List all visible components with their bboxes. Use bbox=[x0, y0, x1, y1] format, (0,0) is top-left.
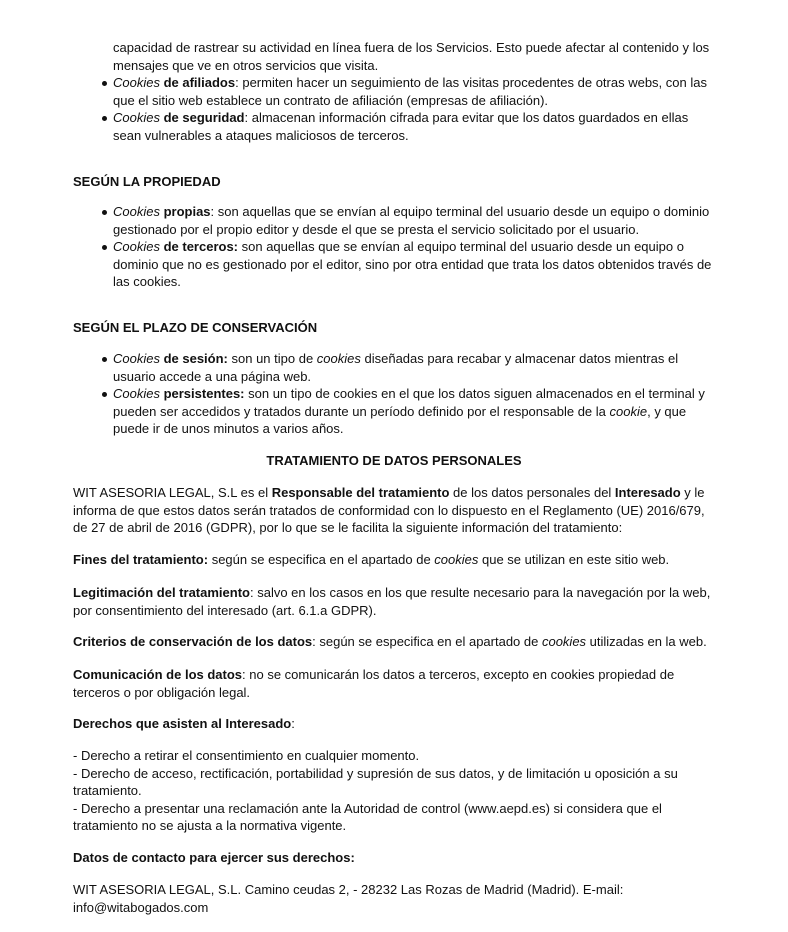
list-item bbox=[73, 350, 715, 385]
term-italic: Cookies bbox=[113, 386, 160, 402]
heading-propiedad: SEGÚN LA PROPIEDAD bbox=[73, 174, 221, 189]
term-italic: Cookies bbox=[113, 351, 160, 366]
text-bold: Responsable del tratamiento bbox=[271, 485, 450, 500]
list-item: - Derecho a retirar el consentimiento en cualquier momento. bbox=[73, 748, 420, 763]
text-bold: Interesado bbox=[614, 485, 681, 500]
text: utilizadas en la web. bbox=[586, 634, 707, 649]
text-italic: cookies bbox=[434, 552, 479, 567]
term-italic: Cookies bbox=[113, 239, 160, 255]
text: de los datos personales del bbox=[449, 485, 615, 500]
contacto-text: WIT ASESORIA LEGAL, S.L. Camino ceudas 2, - 28232 Las Rozas de Madrid (Madrid). E-mail: info@witabogados.com bbox=[73, 882, 624, 915]
text: : salvo en los casos en los que resulte necesario para la navegación por la web, por consentimiento del interesado (art. 6.1.a GDPR). bbox=[73, 585, 711, 618]
text: : no se comunicarán los datos a terceros, excepto en cookies propiedad de terceros o por obligación legal. bbox=[73, 667, 675, 700]
item-text: son un tipo de cookies en el que los datos siguen almacenados en el terminal y pueden ser accedidos y tratados durante un período definido por el responsable de la bbox=[113, 386, 705, 419]
term-bold: de sesión: bbox=[159, 351, 228, 366]
term-italic: Cookies bbox=[113, 204, 160, 219]
term-bold: de seguridad bbox=[159, 110, 245, 126]
paragraph-comunicacion bbox=[73, 666, 715, 701]
heading-tratamiento: TRATAMIENTO DE DATOS PERSONALES bbox=[266, 453, 522, 468]
label: Legitimación del tratamiento bbox=[73, 585, 250, 600]
label: Comunicación de los datos bbox=[73, 667, 243, 682]
text: WIT ASESORIA LEGAL, S.L es el bbox=[73, 485, 272, 500]
contacto-label: Datos de contacto para ejercer sus derechos: bbox=[73, 850, 355, 865]
item-text: , y que puede ir de unos minutos a varios años. bbox=[113, 403, 687, 437]
paragraph-legitimacion bbox=[73, 584, 715, 619]
paragraph-derechos bbox=[73, 715, 715, 733]
term-bold: de afiliados bbox=[159, 75, 236, 90]
list-item bbox=[73, 238, 715, 291]
text: según se especifica en el apartado de bbox=[208, 552, 435, 567]
list-item bbox=[73, 109, 715, 144]
list-item bbox=[73, 74, 715, 109]
term-bold: persistentes: bbox=[159, 386, 245, 402]
item-text: : son aquellas que se envían al equipo terminal del usuario desde un equipo o dominio gestionado por el propio editor y desde el que se presta el servicio solicitado por el usuario. bbox=[113, 204, 710, 237]
label: Criterios de conservación de los datos bbox=[73, 634, 313, 649]
item-text-italic: cookie bbox=[609, 403, 648, 419]
list-item bbox=[73, 385, 715, 438]
paragraph-criterios bbox=[73, 633, 715, 651]
list-item: - Derecho a presentar una reclamación ante la Autoridad de control (www.aepd.es) si considera que el tratamiento no se ajusta a la normativa vigente. bbox=[73, 800, 662, 834]
heading-plazo: SEGÚN EL PLAZO DE CONSERVACIÓN bbox=[73, 320, 318, 335]
label: Fines del tratamiento: bbox=[73, 552, 209, 567]
item-text: son un tipo de bbox=[227, 351, 317, 366]
term-bold: propias bbox=[159, 204, 211, 219]
text: : según se especifica en el apartado de bbox=[312, 634, 542, 649]
intro-continuation: capacidad de rastrear su actividad en línea fuera de los Servicios. Esto puede afectar al contenido y los mensajes que ve en otros servicios que visita. bbox=[113, 40, 710, 73]
term-italic: Cookies bbox=[113, 110, 160, 126]
item-text: : almacenan información cifrada para evitar que los datos guardados en ellas sean vulnerables a ataques maliciosos de terceros. bbox=[113, 110, 689, 143]
list-item bbox=[73, 203, 715, 238]
paragraph-fines bbox=[73, 551, 715, 569]
term-bold: de terceros: bbox=[159, 239, 239, 255]
term-italic: Cookies bbox=[113, 75, 160, 90]
item-text: son aquellas que se envían al equipo terminal del usuario desde un equipo o dominio que no es gestionado por el editor, sino por otra entidad que trata los datos obtenidos través de las cookies. bbox=[113, 239, 712, 290]
label: Derechos que asisten al Interesado bbox=[73, 716, 292, 731]
cookie-type-list-propiedad bbox=[73, 203, 715, 291]
derechos-list bbox=[73, 747, 715, 835]
text: que se utilizan en este sitio web. bbox=[478, 552, 670, 567]
item-text-italic: cookies bbox=[316, 351, 361, 366]
text: y le informa de que estos datos serán tratados de conformidad con lo dispuesto en el Reglamento (UE) 2016/679, de 27 de abril de 2016 (GDPR), por lo que se le facilita la siguiente información del tratamiento: bbox=[73, 485, 705, 536]
text-italic: cookies bbox=[541, 634, 587, 649]
item-text: diseñadas para recabar y almacenar datos mientras el usuario accede a una página web. bbox=[113, 351, 679, 384]
cookie-type-list-top bbox=[73, 74, 715, 144]
paragraph-responsable bbox=[73, 484, 715, 537]
list-item: - Derecho de acceso, rectificación, portabilidad y supresión de sus datos, y de limitación u oposición a su tratamiento. bbox=[73, 765, 678, 799]
cookie-type-list-plazo bbox=[73, 350, 715, 438]
item-text: : permiten hacer un seguimiento de las visitas procedentes de otras webs, con las que el sitio web establece un contrato de afiliación (empresas de afiliación). bbox=[113, 75, 707, 108]
text: : bbox=[291, 716, 295, 731]
